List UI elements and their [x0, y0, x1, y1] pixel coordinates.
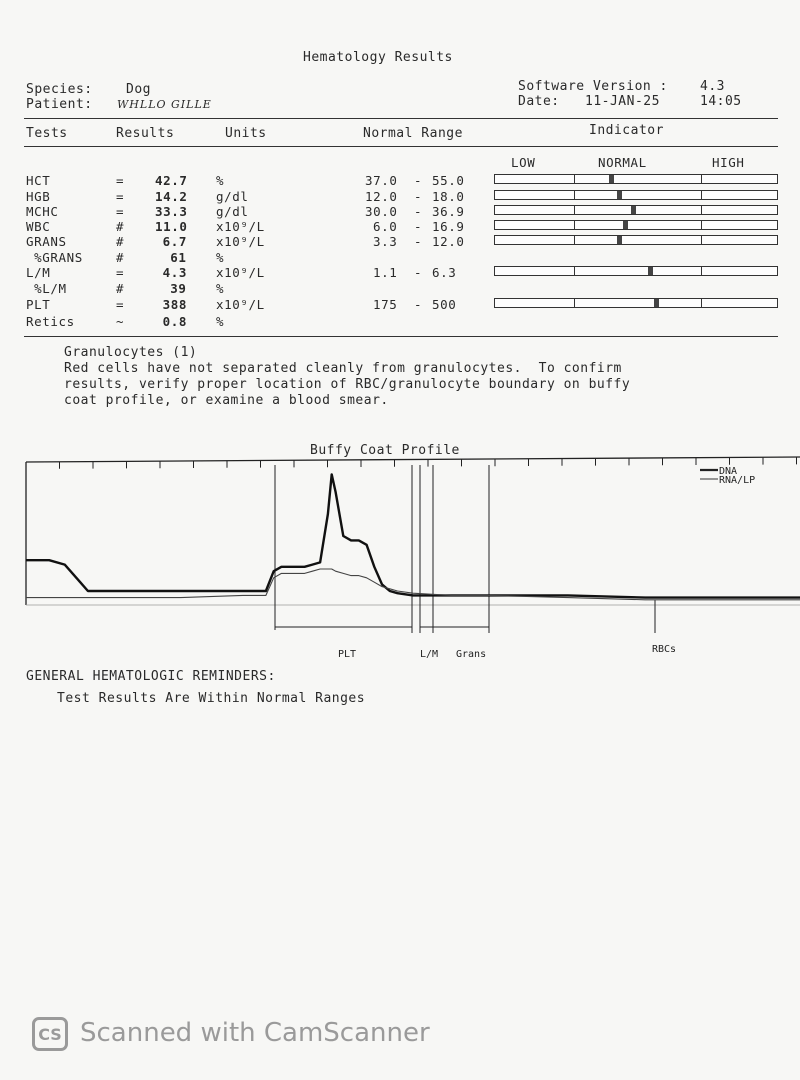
indicator-bar — [494, 266, 778, 276]
note-line-3: coat profile, or examine a blood smear. — [64, 393, 389, 408]
result-flag: # — [116, 219, 125, 234]
patient-label: Patient: — [26, 97, 93, 112]
result-value: 388 — [162, 297, 187, 312]
col-normal-range: Normal Range — [363, 126, 463, 141]
col-indicator: Indicator — [589, 123, 664, 138]
result-value: 61 — [170, 250, 187, 265]
time-value: 14:05 — [700, 94, 742, 109]
test-name: Retics — [26, 314, 75, 329]
range-dash: - — [414, 173, 423, 188]
result-unit: % — [216, 314, 225, 329]
range-dash: - — [414, 234, 423, 249]
camscanner-logo: CS — [32, 1017, 68, 1051]
indicator-divider — [574, 220, 575, 230]
indicator-divider — [701, 220, 702, 230]
indicator-marker — [654, 299, 659, 307]
result-value: 6.7 — [162, 234, 187, 249]
col-tests: Tests — [26, 126, 68, 141]
indicator-divider — [574, 174, 575, 184]
range-dash: - — [414, 204, 423, 219]
header-rule-bottom — [24, 146, 778, 147]
indicator-marker — [609, 175, 614, 183]
indicator-divider — [701, 298, 702, 308]
range-low: 3.3 — [373, 234, 398, 249]
result-unit: x10⁹/L — [216, 234, 265, 249]
indicator-divider — [574, 205, 575, 215]
indicator-bar — [494, 190, 778, 200]
range-low: 12.0 — [365, 189, 398, 204]
species-value: Dog — [126, 82, 151, 97]
result-value: 11.0 — [155, 219, 188, 234]
result-unit: % — [216, 250, 225, 265]
indicator-divider — [574, 190, 575, 200]
indicator-low-label: LOW — [511, 155, 536, 170]
range-high: 500 — [432, 297, 457, 312]
result-value: 0.8 — [162, 314, 187, 329]
indicator-bar — [494, 235, 778, 245]
camscanner-watermark: Scanned with CamScanner — [80, 1018, 430, 1048]
test-name: PLT — [26, 297, 51, 312]
col-results: Results — [116, 126, 175, 141]
range-high: 6.3 — [432, 265, 457, 280]
report-title: Hematology Results — [303, 50, 453, 65]
indicator-divider — [701, 174, 702, 184]
indicator-normal-label: NORMAL — [598, 155, 647, 170]
test-name: %L/M — [26, 281, 67, 296]
result-flag: = — [116, 204, 125, 219]
indicator-bar — [494, 298, 778, 308]
test-name: L/M — [26, 265, 51, 280]
range-dash: - — [414, 297, 423, 312]
test-name: WBC — [26, 219, 51, 234]
patient-value: WHLLO GILLE — [117, 98, 212, 111]
indicator-marker — [617, 191, 622, 199]
note-heading: Granulocytes (1) — [64, 345, 198, 360]
result-flag: # — [116, 250, 125, 265]
result-value: 39 — [170, 281, 187, 296]
software-label: Software Version : — [518, 79, 668, 94]
range-low: 37.0 — [365, 173, 398, 188]
result-flag: = — [116, 265, 125, 280]
range-dash: - — [414, 219, 423, 234]
result-flag: = — [116, 189, 125, 204]
note-line-2: results, verify proper location of RBC/granulocyte boundary on buffy — [64, 377, 631, 392]
result-flag: # — [116, 234, 125, 249]
range-low: 1.1 — [373, 265, 398, 280]
indicator-divider — [574, 298, 575, 308]
software-value: 4.3 — [700, 79, 725, 94]
range-low: 6.0 — [373, 219, 398, 234]
range-high: 18.0 — [432, 189, 465, 204]
region-label-plt: PLT — [338, 649, 357, 660]
result-value: 4.3 — [162, 265, 187, 280]
result-unit: x10⁹/L — [216, 219, 265, 234]
result-flag: = — [116, 173, 125, 188]
chart-title: Buffy Coat Profile — [310, 443, 460, 458]
test-name: %GRANS — [26, 250, 83, 265]
range-high: 16.9 — [432, 219, 465, 234]
indicator-bar — [494, 205, 778, 215]
result-flag: = — [116, 297, 125, 312]
dna-series-line — [26, 474, 800, 597]
result-flag: # — [116, 281, 125, 296]
result-unit: g/dl — [216, 189, 249, 204]
result-unit: g/dl — [216, 204, 249, 219]
result-unit: x10⁹/L — [216, 297, 265, 312]
indicator-bar — [494, 174, 778, 184]
reminders-heading: GENERAL HEMATOLOGIC REMINDERS: — [26, 669, 276, 684]
header-rule-top — [24, 118, 778, 119]
indicator-marker — [623, 221, 628, 229]
range-low: 30.0 — [365, 204, 398, 219]
range-dash: - — [414, 265, 423, 280]
test-name: HGB — [26, 189, 51, 204]
test-name: HCT — [26, 173, 51, 188]
indicator-divider — [574, 266, 575, 276]
indicator-divider — [574, 235, 575, 245]
region-label-grans: Grans — [456, 649, 487, 660]
indicator-divider — [701, 266, 702, 276]
indicator-high-label: HIGH — [712, 155, 745, 170]
result-value: 14.2 — [155, 189, 188, 204]
result-flag: ~ — [116, 314, 125, 329]
result-value: 33.3 — [155, 204, 188, 219]
indicator-bar — [494, 220, 778, 230]
table-rule-bottom — [24, 336, 778, 337]
range-low: 175 — [373, 297, 398, 312]
indicator-marker — [617, 236, 622, 244]
legend-rna-label: RNA/LP — [719, 475, 756, 486]
note-line-1: Red cells have not separated cleanly from granulocytes. To confirm — [64, 361, 622, 376]
result-value: 42.7 — [155, 173, 188, 188]
indicator-divider — [701, 235, 702, 245]
legend-dna-label: DNA — [719, 466, 738, 477]
range-high: 55.0 — [432, 173, 465, 188]
range-high: 12.0 — [432, 234, 465, 249]
range-high: 36.9 — [432, 204, 465, 219]
region-label-l-m: L/M — [420, 649, 439, 660]
result-unit: x10⁹/L — [216, 265, 265, 280]
test-name: GRANS — [26, 234, 67, 249]
reminders-text: Test Results Are Within Normal Ranges — [57, 691, 366, 706]
buffy-coat-chart — [0, 455, 800, 665]
indicator-divider — [701, 190, 702, 200]
indicator-divider — [701, 205, 702, 215]
date-label: Date: — [518, 94, 560, 109]
col-units: Units — [225, 126, 267, 141]
test-name: MCHC — [26, 204, 59, 219]
date-value: 11-JAN-25 — [585, 94, 660, 109]
indicator-marker — [648, 267, 653, 275]
species-label: Species: — [26, 82, 93, 97]
result-unit: % — [216, 173, 225, 188]
result-unit: % — [216, 281, 225, 296]
region-label-rbcs: RBCs — [652, 644, 677, 655]
range-dash: - — [414, 189, 423, 204]
chart-top-axis — [26, 457, 800, 462]
indicator-marker — [631, 206, 636, 214]
